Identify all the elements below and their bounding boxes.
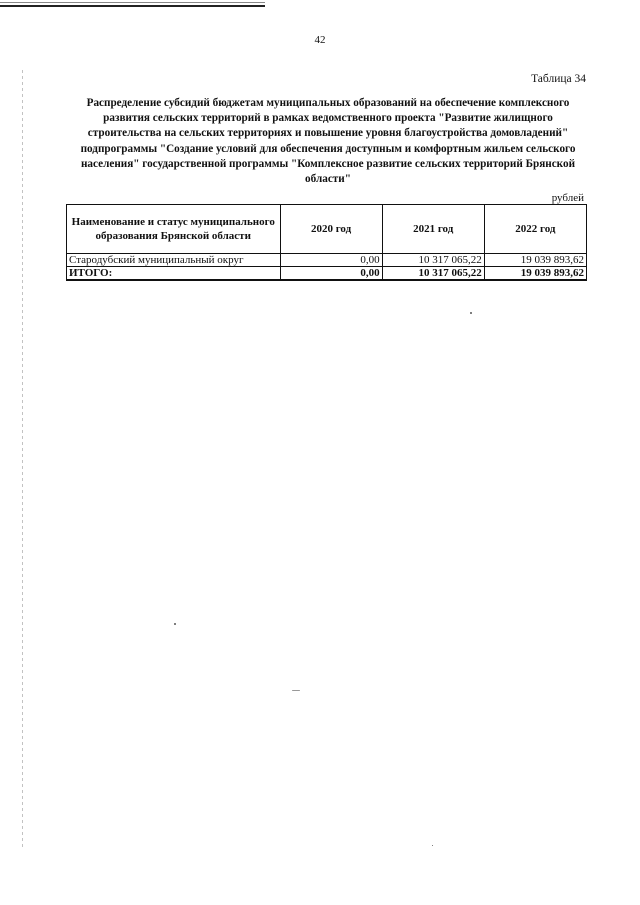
binding-margin-marks <box>22 70 23 850</box>
scan-speck <box>174 623 176 625</box>
row-name: Стародубский муниципальный округ <box>67 254 281 267</box>
table-total-row <box>67 267 587 281</box>
header-name: Наименование и статус муниципального образования Брянской области <box>67 205 281 254</box>
total-2021: 10 317 065,22 <box>382 267 484 281</box>
scan-edge-line <box>0 5 265 7</box>
row-2021: 10 317 065,22 <box>382 254 484 267</box>
scan-speck <box>292 690 300 691</box>
table-label: Таблица 34 <box>531 73 586 85</box>
scan-speck <box>470 312 472 314</box>
page-number: 42 <box>314 34 326 46</box>
table-row <box>67 254 587 267</box>
row-2022: 19 039 893,62 <box>484 254 586 267</box>
units-label: рублей <box>551 192 584 204</box>
scan-edge-line <box>0 2 265 3</box>
header-2021: 2021 год <box>382 205 484 254</box>
header-2022: 2022 год <box>484 205 586 254</box>
row-2020: 0,00 <box>280 254 382 267</box>
total-label: ИТОГО: <box>67 267 281 281</box>
document-title: Распределение субсидий бюджетам муниципальных образований на обеспечение комплексного развития сельских территорий в рамках ведомственного проекта "Развитие жилищного строительства на сельских территориях и повышение уровня благоустройства домовладений" подпрограммы "Создание условий для обеспечения доступным и комфортным жильем сельского населения" государственной программы "Комплексное развитие сельских территорий Брянской области" <box>80 97 576 186</box>
total-2022: 19 039 893,62 <box>484 267 586 281</box>
subsidy-table <box>66 204 587 281</box>
header-2020: 2020 год <box>280 205 382 254</box>
table-header-row <box>67 205 587 254</box>
total-2020: 0,00 <box>280 267 382 281</box>
scan-speck <box>432 845 433 846</box>
